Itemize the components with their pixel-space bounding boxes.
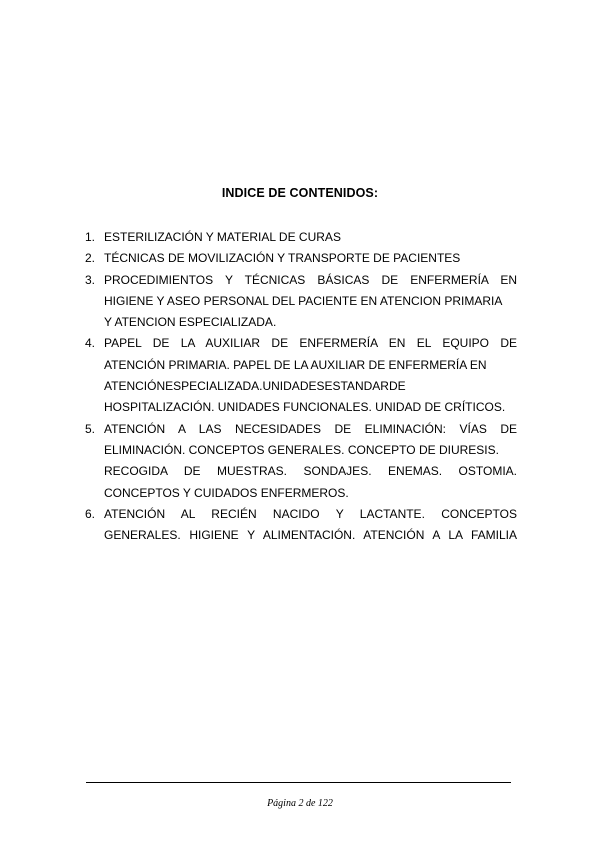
toc-item-text: PAPEL DE LA AUXILIAR DE ENFERMERÍA EN EL EQUIPO DE (104, 336, 517, 351)
toc-item-text: ATENCIÓN A LAS NECESIDADES DE ELIMINACIÓN: VÍAS DE (104, 421, 517, 436)
toc-item-text: HIGIENE Y ASEO PERSONAL DEL PACIENTE EN ATENCION PRIMARIA (104, 293, 503, 308)
page-title: INDICE DE CONTENIDOS: (221, 186, 379, 200)
toc-item-text: ELIMINACIÓN. CONCEPTOS GENERALES. CONCEPTO DE DIURESIS. (104, 442, 499, 457)
toc-item-text: Y ATENCION ESPECIALIZADA. (104, 315, 277, 330)
toc-item-text: ESTERILIZACIÓN Y MATERIAL DE CURAS (104, 230, 341, 244)
toc-item-text: TÉCNICAS DE MOVILIZACIÓN Y TRANSPORTE DE PACIENTES (104, 251, 461, 266)
toc-item-text: PROCEDIMIENTOS Y TÉCNICAS BÁSICAS DE ENFERMERÍA EN (104, 272, 517, 287)
toc-item-text: ATENCIÓN AL RECIÉN NACIDO Y LACTANTE. CONCEPTOS (104, 506, 517, 521)
table-of-contents (85, 227, 517, 546)
toc-item-4 (85, 333, 517, 418)
toc-item-text: GENERALES. HIGIENE Y ALIMENTACIÓN. ATENCIÓN A LA FAMILIA (104, 528, 517, 543)
toc-item-5 (85, 419, 517, 504)
toc-item-number: 4. (85, 336, 96, 351)
toc-item-text: ATENCIÓNESPECIALIZADA.UNIDADESESTANDARDE (104, 379, 406, 394)
toc-item-text: ATENCIÓN PRIMARIA. PAPEL DE LA AUXILIAR DE ENFERMERÍA EN (104, 357, 487, 372)
toc-item-6 (85, 504, 517, 547)
toc-item-text: HOSPITALIZACIÓN. UNIDADES FUNCIONALES. UNIDAD DE CRÍTICOS. (104, 400, 506, 415)
page-number: Página 2 de 122 (267, 798, 333, 809)
toc-item-number: 2. (85, 251, 96, 266)
toc-item-3 (85, 270, 517, 334)
toc-item-text: RECOGIDA DE MUESTRAS. SONDAJES. ENEMAS. OSTOMIA. (104, 464, 517, 479)
toc-item-number: 5. (85, 421, 96, 436)
footer-divider (86, 782, 511, 783)
toc-item-number: 3. (85, 272, 96, 287)
toc-item-1 (85, 227, 517, 248)
toc-item-text: CONCEPTOS Y CUIDADOS ENFERMEROS. (104, 485, 349, 500)
toc-item-2 (85, 248, 517, 269)
toc-item-number: 1. (85, 230, 96, 244)
toc-item-number: 6. (85, 506, 96, 521)
